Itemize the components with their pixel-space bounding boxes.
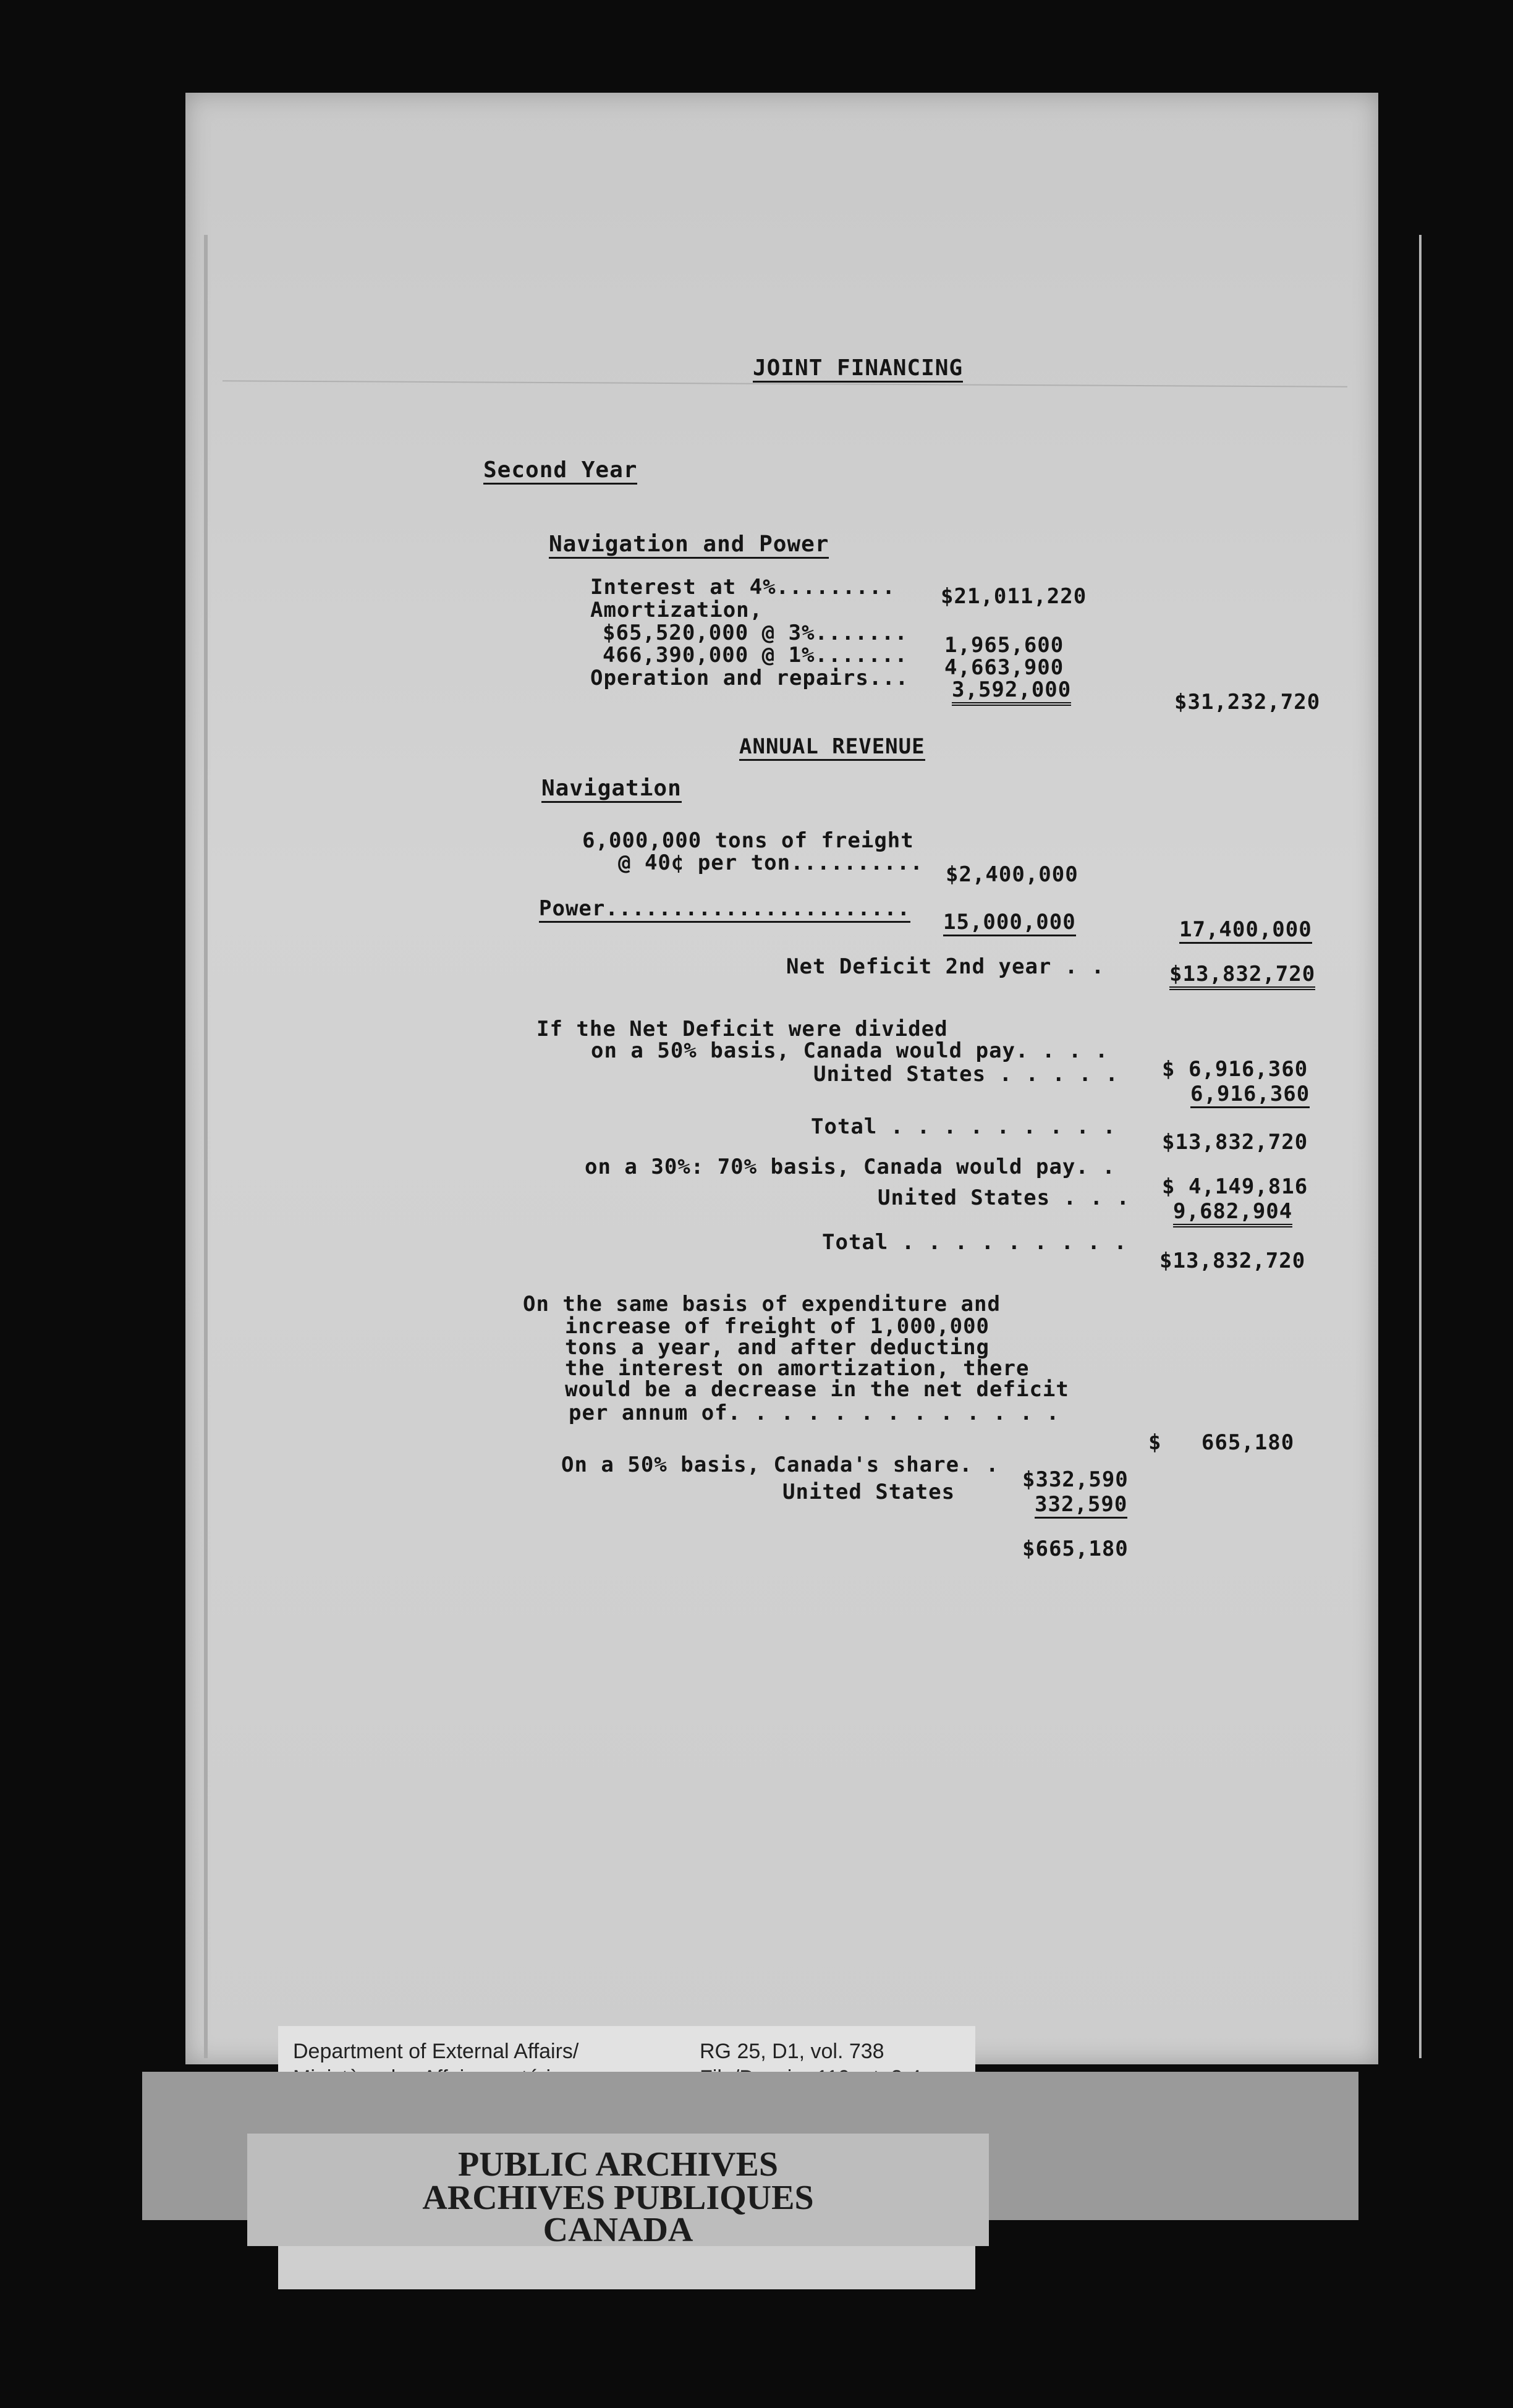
thirty-us-label: United States . . . [878,1185,1130,1210]
net-deficit-label: Net Deficit 2nd year . . [786,954,1105,979]
amortization-label: Amortization, [590,598,763,622]
paragraph-line-5: would be a decrease in the net deficit [565,1377,1069,1402]
division-intro: If the Net Deficit were divided [536,1017,948,1041]
share-canada-value: $332,590 [1022,1467,1129,1492]
power-value: 15,000,000 [943,910,1076,936]
thirty-canada-value: $ 4,149,816 [1162,1174,1308,1199]
annual-revenue-heading: ANNUAL REVENUE [739,734,925,761]
paragraph-line-2: increase of freight of 1,000,000 [565,1314,990,1339]
paragraph-line-4: the interest on amortization, there [565,1356,1030,1381]
net-deficit-value: $13,832,720 [1169,962,1315,990]
expenditure-total: $31,232,720 [1174,690,1321,714]
stamp-base [278,2246,975,2289]
section-subtitle: Second Year [483,457,637,485]
thirty-seventy-line: on a 30%: 70% basis, Canada would pay. . [585,1155,1116,1179]
fifty-us-value: 6,916,360 [1190,1082,1310,1108]
paragraph-line-6: per annum of. . . . . . . . . . . . . [569,1401,1060,1425]
nav-power-heading: Navigation and Power [549,532,829,559]
share-us-value: 332,590 [1035,1492,1127,1519]
amort1-value: 1,965,600 [944,633,1064,658]
stamp-line-3: CANADA [543,2211,693,2249]
file-reference-1: RG 25, D1, vol. 738 [700,2040,884,2063]
freight-line-1: 6,000,000 tons of freight [582,828,914,853]
share-label: On a 50% basis, Canada's share. . [561,1452,999,1477]
fifty-canada-value: $ 6,916,360 [1162,1057,1308,1082]
total-value-1: $13,832,720 [1162,1130,1308,1155]
operation-value: 3,592,000 [952,677,1071,706]
stamp-line-2: ARCHIVES PUBLIQUES [422,2179,814,2217]
operation-label: Operation and repairs... [590,666,909,690]
amort2-value: 4,663,900 [944,655,1064,680]
amort1-label: $65,520,000 @ 3%....... [603,621,908,645]
stamp-line-1: PUBLIC ARCHIVES [457,2145,779,2184]
document-title: JOINT FINANCING [753,355,963,383]
share-us-label: United States [782,1480,956,1504]
amort2-label: 466,390,000 @ 1%....... [603,643,908,668]
share-total-value: $665,180 [1022,1537,1129,1561]
paragraph-line-1: On the same basis of expenditure and [523,1292,1001,1316]
navigation-heading: Navigation [541,776,682,803]
fifty-us-label: United States . . . . . [813,1062,1119,1087]
interest-label: Interest at 4%......... [590,575,896,600]
interest-value: $21,011,220 [941,584,1087,609]
revenue-total: 17,400,000 [1179,917,1312,944]
decrease-value: $ 665,180 [1148,1430,1295,1455]
fifty-percent-line: on a 50% basis, Canada would pay. . . . [591,1038,1109,1063]
total-label-1: Total . . . . . . . . . [811,1114,1116,1139]
paragraph-line-3: tons a year, and after deducting [565,1335,990,1360]
dept-english: Department of External Affairs/ [293,2040,579,2063]
freight-line-2: @ 40¢ per ton.......... [618,850,923,875]
power-label: Power....................... [539,896,910,923]
total-label-2: Total . . . . . . . . . [822,1230,1127,1255]
total-value-2: $13,832,720 [1159,1249,1306,1273]
freight-value: $2,400,000 [946,862,1079,887]
thirty-us-value: 9,682,904 [1173,1199,1292,1227]
